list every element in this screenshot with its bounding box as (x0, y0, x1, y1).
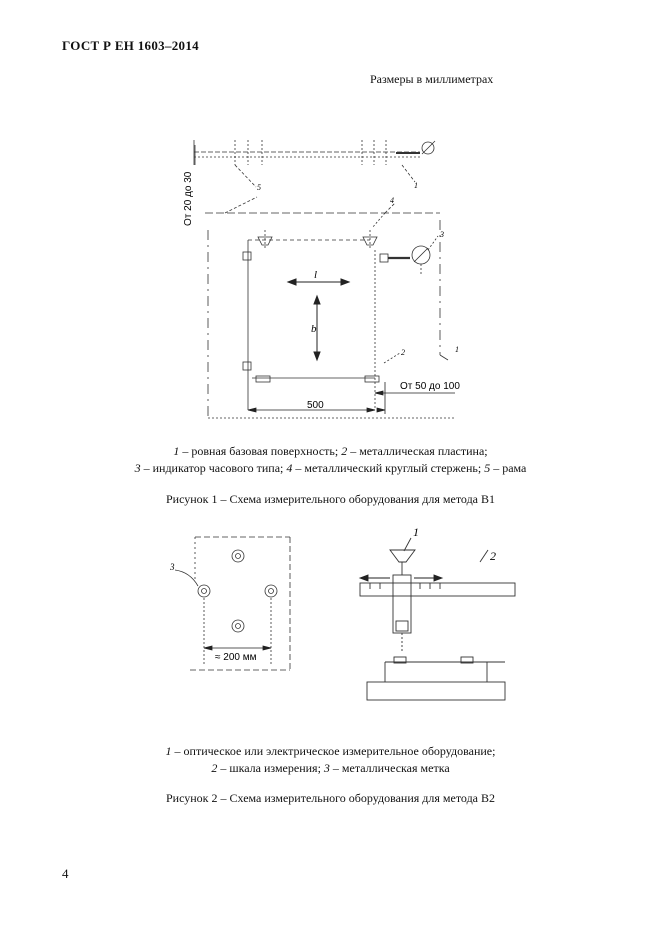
legend-text: – оптическое или электрическое измерительное оборудование; (171, 744, 496, 758)
legend-text: – рама (490, 461, 527, 475)
fig1-label-5: 5 (257, 183, 261, 192)
fig1-label-2: 2 (401, 348, 405, 357)
legend-text: – металлический круглый стержень; (292, 461, 485, 475)
fig1-label-3: 3 (440, 230, 444, 239)
units-note: Размеры в миллиметрах (370, 72, 494, 86)
fig1-overhang-dim: От 50 до 100 (400, 381, 460, 392)
fig2-label-2: 2 (490, 549, 496, 563)
fig1-height-dim: От 20 до 30 (183, 171, 194, 226)
page-number: 4 (62, 866, 69, 881)
fig2-label-3: 3 (170, 562, 175, 572)
legend-text: – ровная базовая поверхность; (179, 444, 342, 458)
figure-2-title: Рисунок 2 – Схема измерительного оборудования для метода В2 (166, 791, 495, 805)
fig2-label-1: 1 (413, 525, 419, 539)
legend-num: 1 (165, 744, 172, 758)
fig1-label-l: l (314, 269, 318, 281)
legend-text: – металлическая метка (329, 761, 450, 775)
legend-num: 1 (173, 444, 180, 458)
legend-num: 5 (484, 461, 491, 475)
figure-2-legend-line-1 (0, 744, 661, 759)
fig1-label-4: 4 (390, 196, 394, 205)
figure-2-diagram (0, 520, 661, 720)
figure-2-legend-line-2 (0, 761, 661, 776)
legend-num: 3 (323, 761, 330, 775)
figure-1-legend-line-1 (0, 444, 661, 459)
fig1-label-b: b (311, 323, 317, 335)
legend-num: 2 (211, 761, 218, 775)
legend-text: – индикатор часового типа; (140, 461, 287, 475)
fig1-length-dim: 500 (307, 400, 324, 411)
legend-num: 3 (134, 461, 141, 475)
fig1-label-1a: 1 (414, 181, 418, 190)
figure-1-diagram (0, 0, 661, 440)
legend-text: – шкала измерения; (217, 761, 324, 775)
document-header: ГОСТ Р ЕН 1603–2014 (62, 38, 199, 53)
figure-1-legend-line-2 (0, 461, 661, 476)
legend-num: 2 (341, 444, 348, 458)
legend-text: – металлическая пластина; (347, 444, 488, 458)
figure-1-title: Рисунок 1 – Схема измерительного оборудования для метода В1 (166, 492, 495, 506)
fig2-spacing-dim: ≈ 200 мм (215, 652, 257, 663)
legend-num: 4 (286, 461, 293, 475)
fig1-label-1b: 1 (455, 345, 459, 354)
